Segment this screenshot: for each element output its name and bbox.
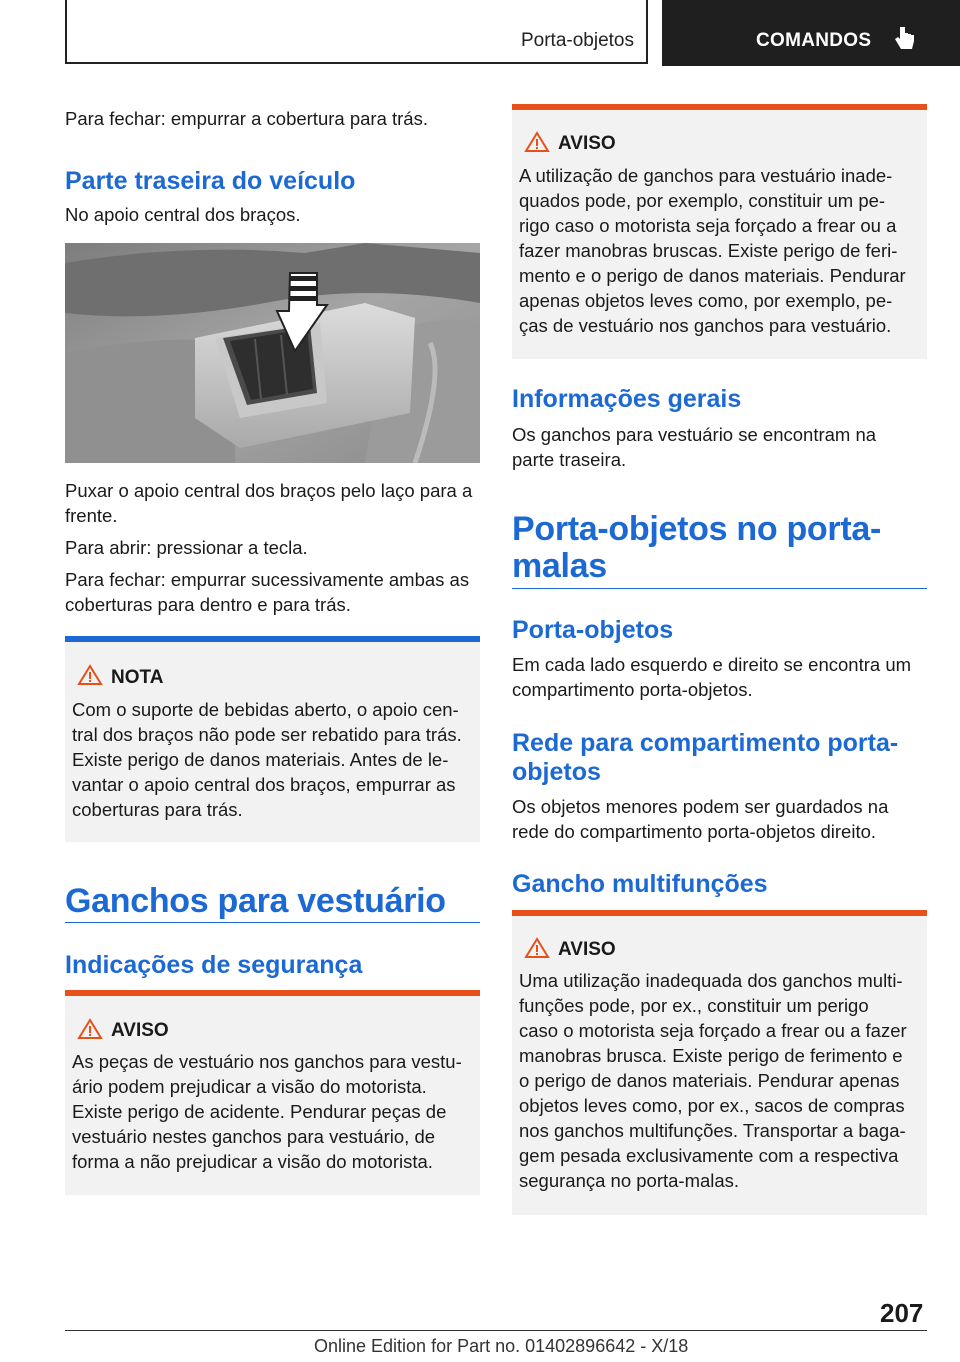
aviso-left-title: AVISO (111, 1020, 169, 1041)
nota-line-4: vantar o apoio central dos braços, empurrar as (72, 774, 456, 795)
aviso-right-1-title: AVISO (558, 133, 616, 154)
footer-rule (65, 1330, 927, 1331)
nota-bar (65, 636, 480, 642)
heading-net-2: objetos (512, 758, 601, 786)
header-chapter-title: COMANDOS (756, 30, 872, 51)
heading-net-1: Rede para compartimento porta- (512, 729, 899, 757)
heading-storage: Porta-objetos (512, 616, 674, 644)
footer-edition: Online Edition for Part no. 01402896642 - X/18 (314, 1336, 689, 1356)
aviso-bar-left (65, 990, 480, 996)
heading-clothes-hooks: Ganchos para vestuário (65, 882, 446, 920)
aviso-box-right-1 (512, 104, 927, 359)
pull-armrest-text-1: Puxar o apoio central dos braços pelo laço para a (65, 480, 473, 501)
armrest-photo (65, 243, 480, 463)
page-number: 207 (880, 1298, 924, 1328)
aviso-right-1-line-6: apenas objetos leves como, por exemplo, pe- (519, 290, 893, 311)
aviso-bar-right-1 (512, 104, 927, 110)
aviso-right-1-line-1: A utilização de ganchos para vestuário inade- (519, 165, 893, 186)
heading-trunk-storage-2: malas (512, 547, 607, 585)
aviso-box-right-2 (512, 910, 927, 1215)
warning-triangle-icon (524, 131, 550, 153)
aviso-left-line-3: Existe perigo de acidente. Pendurar peças de (72, 1101, 447, 1122)
aviso-right-2-line-2: funções pode, por ex., constituir um perigo (519, 995, 869, 1016)
nota-title: NOTA (111, 667, 164, 688)
aviso-left-line-4: vestuário nestes ganchos para vestuário, de (72, 1126, 436, 1147)
aviso-left-line-5: forma a não prejudicar a visão do motorista. (72, 1151, 433, 1172)
storage-text-1: Em cada lado esquerdo e direito se encontra um (512, 654, 912, 675)
aviso-left-line-2: ário podem prejudicar a visão do motorista. (72, 1076, 427, 1097)
heading-trunk-storage-1: Porta-objetos no porta- (512, 510, 881, 548)
heading-rule-right (512, 588, 927, 589)
aviso-right-2-line-1: Uma utilização inadequada dos ganchos multi- (519, 970, 903, 991)
info-text-2: parte traseira. (512, 449, 627, 470)
aviso-right-1-line-3: rigo caso o motorista seja forçado a frear ou a (519, 215, 897, 236)
net-text-1: Os objetos menores podem ser guardados na (512, 796, 889, 817)
nota-line-1: Com o suporte de bebidas aberto, o apoio cen- (72, 699, 459, 720)
aviso-right-2-line-8: gem pesada exclusivamente com a respectiva (519, 1145, 899, 1166)
aviso-right-1-line-4: fazer manobras bruscas. Existe perigo de feri- (519, 240, 898, 261)
heading-rule-left (65, 922, 480, 923)
aviso-right-2-line-4: manobras brusca. Existe perigo de ferimento e (519, 1045, 903, 1066)
net-text-2: rede do compartimento porta-objetos direito. (512, 821, 877, 842)
nota-line-3: Existe perigo de danos materiais. Antes de le- (72, 749, 449, 770)
nota-box (65, 636, 480, 842)
header-section-title: Porta-objetos (520, 30, 634, 51)
intro-text: Para fechar: empurrar a cobertura para trás. (65, 108, 428, 129)
pull-armrest-text-2: frente. (65, 505, 118, 526)
aviso-left-line-1: As peças de vestuário nos ganchos para vestu- (72, 1051, 462, 1072)
nota-line-2: tral dos braços não pode ser rebatido para trás. (72, 724, 462, 745)
heading-safety: Indicações de segurança (65, 951, 363, 979)
pointing-hand-icon (894, 25, 916, 53)
aviso-right-2-line-5: o perigo de danos materiais. Pendurar apenas (519, 1070, 900, 1091)
aviso-right-2-line-3: caso o motorista seja forçado a frear ou a fazer (519, 1020, 907, 1041)
heading-general-info: Informações gerais (512, 385, 742, 413)
warning-triangle-icon (524, 937, 550, 959)
header-section-box (65, 0, 648, 64)
warning-triangle-icon (77, 664, 103, 686)
aviso-box-left (65, 990, 480, 1195)
aviso-right-2-line-6: objetos leves como, por ex., sacos de compras (519, 1095, 905, 1116)
aviso-right-1-line-5: mento e o perigo de danos materiais. Pendurar (519, 265, 906, 286)
heading-rear-vehicle: Parte traseira do veículo (65, 167, 356, 195)
open-text: Para abrir: pressionar a tecla. (65, 537, 308, 558)
rear-text: No apoio central dos braços. (65, 204, 301, 225)
aviso-right-2-line-7: nos ganchos multifunções. Transportar a baga- (519, 1120, 906, 1141)
aviso-right-1-line-7: ças de vestuário nos ganchos para vestuário. (519, 315, 892, 336)
info-text-1: Os ganchos para vestuário se encontram na (512, 424, 877, 445)
nota-line-5: coberturas para trás. (72, 799, 243, 820)
warning-triangle-icon (77, 1018, 103, 1040)
aviso-right-1-line-2: quados pode, por exemplo, constituir um pe- (519, 190, 886, 211)
close-text-1: Para fechar: empurrar sucessivamente ambas as (65, 569, 470, 590)
heading-multifunction-hook: Gancho multifunções (512, 870, 768, 898)
armrest-illustration (65, 243, 480, 463)
close-text-2: coberturas para dentro e para trás. (65, 594, 351, 615)
storage-text-2: compartimento porta-objetos. (512, 679, 753, 700)
header-chapter-tab (662, 0, 960, 66)
aviso-right-2-title: AVISO (558, 939, 616, 960)
aviso-right-2-line-9: segurança no porta-malas. (519, 1170, 740, 1191)
aviso-bar-right-2 (512, 910, 927, 916)
